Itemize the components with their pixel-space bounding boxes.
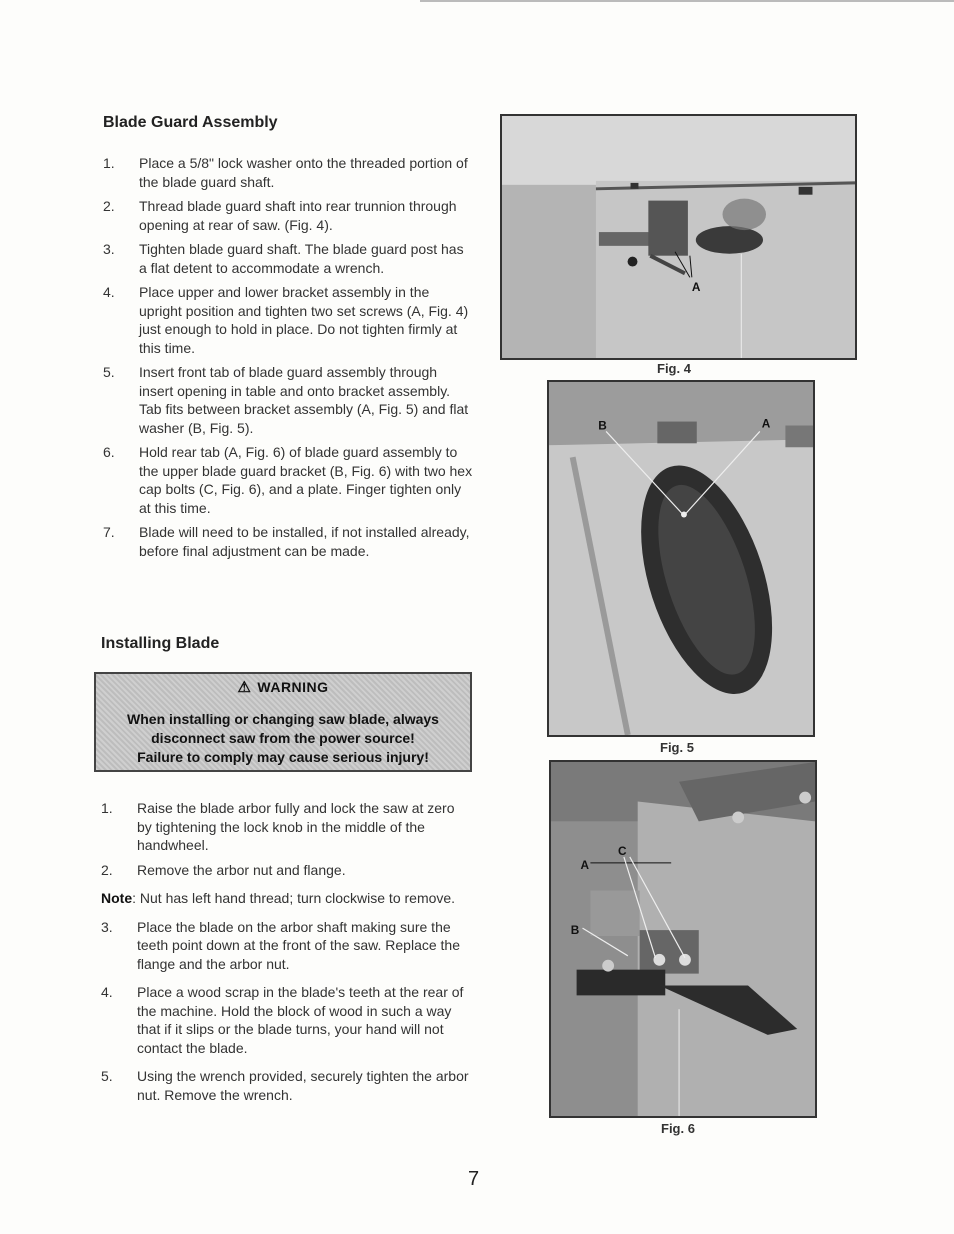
section-heading-installing-blade: Installing Blade	[101, 635, 220, 652]
installing-blade-steps	[101, 799, 473, 1110]
figure-6-label-a: A	[580, 857, 590, 872]
figure-6-caption: Fig. 6	[661, 1121, 695, 1136]
blade-guard-steps	[103, 154, 473, 566]
list-item: 3. Place the blade on the arbor shaft making sure the teeth point down at the front of the saw. Replace the flange and the arbor nut.	[101, 918, 460, 972]
figure-6-label-b: B	[570, 923, 580, 938]
warning-title: ⚠ WARNING	[237, 679, 329, 696]
figure-4-photo	[500, 114, 857, 360]
warning-triangle-icon: ⚠	[237, 679, 252, 696]
list-item: 7. Blade will need to be installed, if not installed already, before final adjustment can be made.	[103, 524, 470, 559]
figure-6-illustration	[551, 762, 815, 1116]
warning-message: When installing or changing saw blade, always disconnect saw from the power source! Failure to comply may cause serious injury!	[127, 711, 439, 765]
warning-box	[94, 672, 472, 772]
list-item: 1. Place a 5/8" lock washer onto the threaded portion of the blade guard shaft.	[103, 155, 468, 190]
figure-4-label-a: A	[691, 280, 701, 295]
list-item: 6. Hold rear tab (A, Fig. 6) of blade guard assembly to the upper blade guard bracket (B, Fig. 6) with two hex cap bolts (C, Fig. 6), and a plate. Finger tighten only at this time.	[103, 444, 473, 516]
page-number: 7	[468, 1168, 480, 1190]
list-item: 1. Raise the blade arbor fully and lock the saw at zero by tightening the lock knob in the middle of the handwheel.	[101, 800, 455, 853]
figure-5-label-b: B	[598, 418, 607, 433]
figure-4-illustration	[502, 116, 855, 358]
figure-5-caption: Fig. 5	[660, 740, 694, 755]
list-item: 2. Remove the arbor nut and flange.	[101, 861, 346, 878]
list-item: 5. Using the wrench provided, securely tighten the arbor nut. Remove the wrench.	[101, 1068, 469, 1103]
list-item: 5. Insert front tab of blade guard assembly through insert opening in table and onto bracket assembly. Tab fits between bracket assembly (A, Fig. 5) and flat washer (B, Fig. 5).	[103, 364, 469, 436]
list-item: 3. Tighten blade guard shaft. The blade guard post has a flat detent to accommodate a wrench.	[103, 241, 464, 276]
figure-5-illustration	[549, 382, 813, 735]
list-item: 4. Place upper and lower bracket assembly in the upright position and tighten two set screws (A, Fig. 4) just enough to hold in place. Do not tighten firmly at this time.	[103, 284, 469, 356]
note-paragraph: Note: Nut has left hand thread; turn clockwise to remove.	[101, 890, 456, 906]
figure-5-photo	[547, 380, 815, 737]
figure-6-photo	[549, 760, 817, 1118]
figure-6-label-c: C	[617, 843, 627, 858]
section-heading-blade-guard: Blade Guard Assembly	[103, 114, 278, 131]
figure-4-caption: Fig. 4	[657, 361, 691, 376]
list-item: 2. Thread blade guard shaft into rear trunnion through opening at rear of saw. (Fig. 4).	[103, 198, 457, 233]
list-item: 4. Place a wood scrap in the blade's teeth at the rear of the machine. Hold the block of wood in such a way that if it slips or the blade turns, your hand will not contact the blade.	[101, 984, 464, 1056]
figure-5-label-a: A	[761, 416, 771, 431]
top-edge-line	[420, 0, 954, 2]
